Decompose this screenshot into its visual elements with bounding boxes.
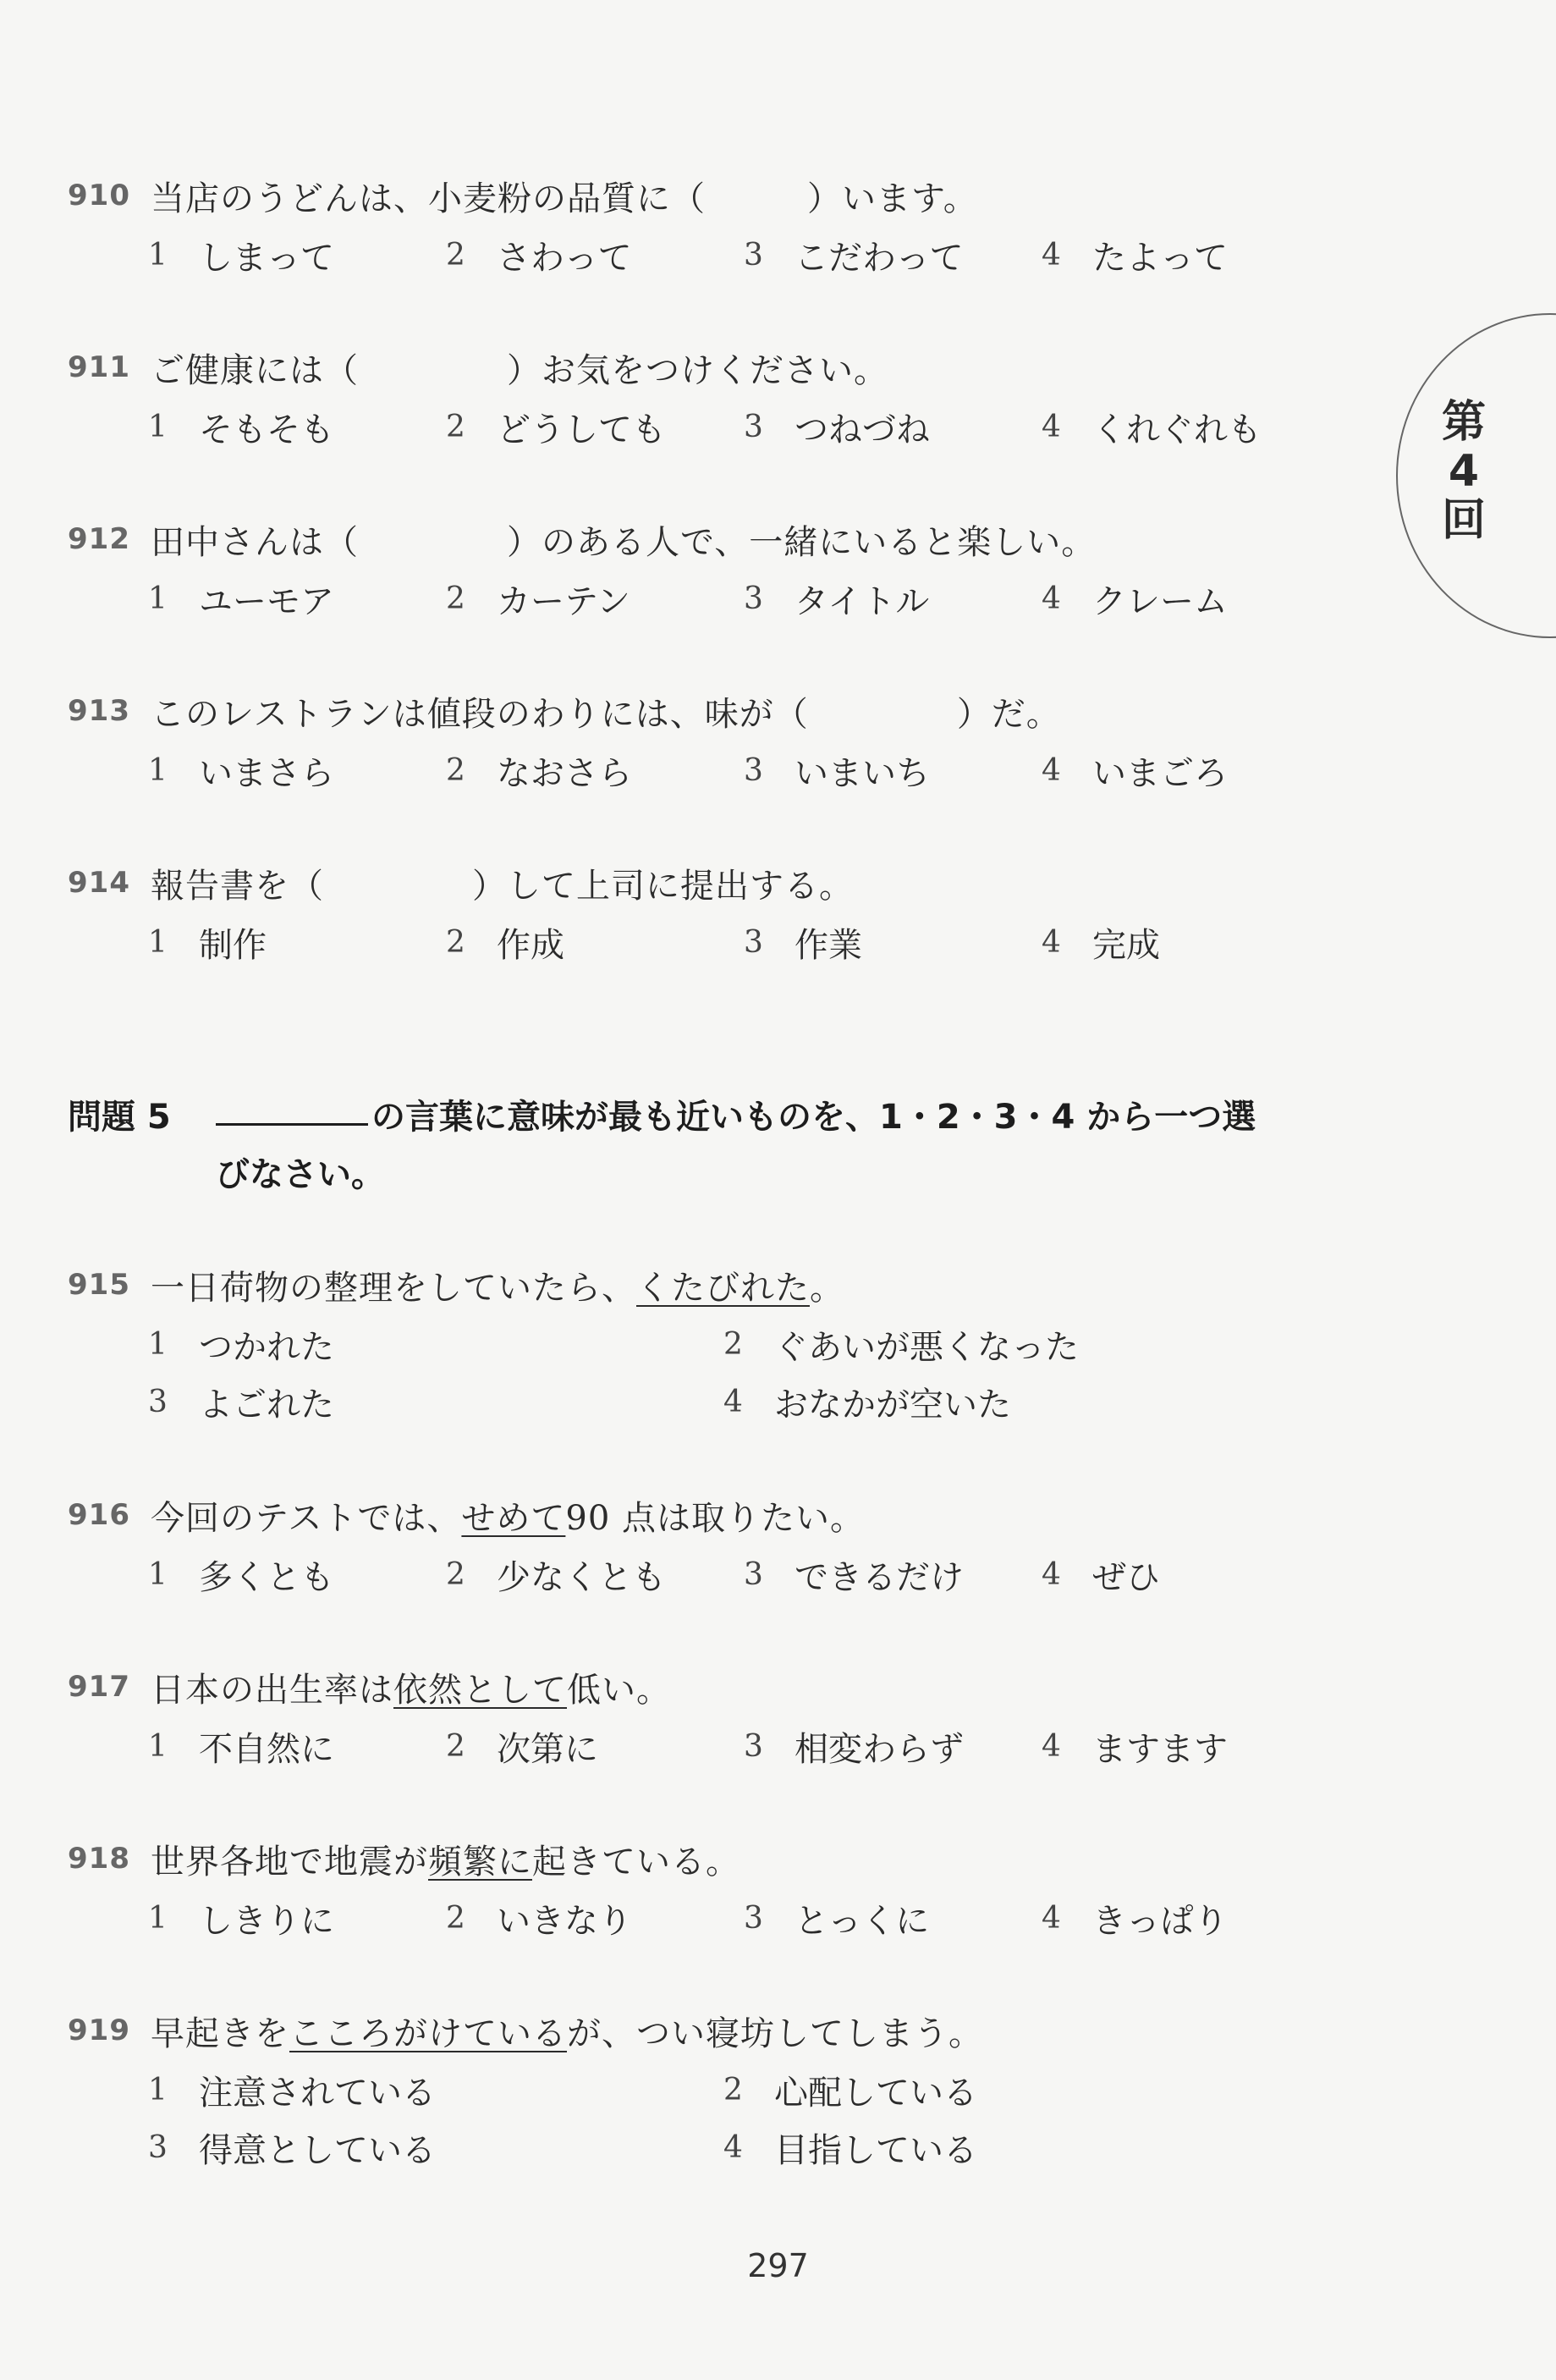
instruction-line-2: びなさい。 [216,1154,385,1194]
question-number: 918 [68,1842,130,1876]
option-4[interactable]: 4 きっぱり [1042,1900,1228,1941]
question-912 [68,509,1388,627]
option-3[interactable]: 3 できるだけ [744,1556,964,1597]
option-1[interactable]: 1 多くとも [148,1556,334,1597]
question-text-after: ）います。 [807,179,978,218]
question-915 [68,1254,1388,1430]
question-text-before: 日本の出生率は [151,1670,393,1710]
option-2[interactable]: 2 さわって [446,237,632,278]
question-text-after: が、つい寝坊してしまう。 [567,2014,983,2053]
question-text-before: 今回のテストでは、 [151,1498,462,1538]
option-3[interactable]: 3 いまいち [744,752,930,793]
question-text-before: ご健康には（ [151,350,359,390]
underlined-word: こころがけている [289,2014,567,2053]
question-917 [68,1656,1388,1775]
question-text-after: ）して上司に提出する。 [472,866,854,906]
question-910 [68,165,1388,284]
option-4[interactable]: 4 ぜひ [1042,1556,1160,1597]
underlined-word: 頻繁に [428,1842,532,1881]
question-text-after: ）お気をつけください。 [507,350,888,390]
option-2[interactable]: 2 なおさら [446,752,632,793]
underlined-word: くたびれた [636,1268,810,1308]
question-914 [68,852,1388,971]
option-3[interactable]: 3 こだわって [744,237,964,278]
option-4[interactable]: 4 くれぐれも [1042,409,1262,449]
options-row-2 [68,2118,1388,2176]
option-1[interactable]: 1 しきりに [148,1900,334,1941]
question-text-after: 。 [810,1268,844,1308]
options-row [68,398,1388,455]
question-text-after: 90 点は取りたい。 [565,1498,866,1538]
options-row-1 [68,1315,1388,1373]
options-row [68,913,1388,971]
option-1[interactable]: 1 注意されている [148,2072,436,2113]
option-1[interactable]: 1 いまさら [148,752,334,793]
question-text-after: ）だ。 [956,694,1061,734]
options-row [68,1889,1388,1947]
option-3[interactable]: 3 よごれた [148,1384,334,1424]
page-number: 297 [747,2247,809,2284]
option-2[interactable]: 2 カーテン [446,581,630,621]
option-4[interactable]: 4 完成 [1042,924,1160,965]
option-2[interactable]: 2 少なくとも [446,1556,666,1597]
option-1[interactable]: 1 つかれた [148,1326,334,1367]
question-number: 916 [68,1498,130,1532]
question-number: 911 [68,350,130,384]
option-1[interactable]: 1 ユーモア [148,581,334,621]
question-number: 912 [68,522,130,556]
option-3[interactable]: 3 作業 [744,924,862,965]
chapter-tab-label: 第 4 回 [1441,397,1486,546]
question-text-before: 当店のうどんは、小麦粉の品質に（ [151,179,706,218]
option-3[interactable]: 3 得意としている [148,2129,436,2170]
question-916 [68,1485,1388,1603]
options-row [68,741,1388,799]
option-4[interactable]: 4 クレーム [1042,581,1228,621]
option-2[interactable]: 2 いきなり [446,1900,632,1941]
instruction-line-1: の言葉に意味が最も近いものを、1・2・3・4 から一つ選 [371,1097,1256,1137]
section-5-instructions [68,1083,1388,1198]
options-row-2 [68,1373,1388,1430]
question-text-after: 低い。 [567,1670,671,1710]
underlined-word: せめて [461,1498,566,1538]
question-number: 914 [68,866,130,900]
options-row [68,1717,1388,1775]
question-number: 915 [68,1268,130,1302]
option-4[interactable]: 4 おなかが空いた [723,1384,1011,1424]
option-4[interactable]: 4 目指している [723,2129,977,2170]
options-row [68,570,1388,627]
question-919 [68,2000,1388,2176]
options-row [68,1545,1388,1603]
option-2[interactable]: 2 ぐあいが悪くなった [723,1326,1079,1367]
option-3[interactable]: 3 相変わらず [744,1728,964,1769]
option-2[interactable]: 2 どうしても [446,409,666,449]
question-text-before: 一日荷物の整理をしていたら、 [151,1268,636,1308]
question-text-before: 田中さんは（ [151,522,359,562]
option-4[interactable]: 4 いまごろ [1042,752,1228,793]
question-text-after: 起きている。 [532,1842,740,1881]
question-number: 919 [68,2014,130,2047]
option-1[interactable]: 1 不自然に [148,1728,334,1769]
option-2[interactable]: 2 心配している [723,2072,977,2113]
question-918 [68,1828,1388,1947]
option-1[interactable]: 1 制作 [148,924,267,965]
underlined-word: 依然として [393,1670,567,1710]
option-4[interactable]: 4 ますます [1042,1728,1228,1769]
question-text-before: 報告書を（ [151,866,324,906]
option-3[interactable]: 3 つねづね [744,409,930,449]
option-3[interactable]: 3 とっくに [744,1900,930,1941]
question-number: 913 [68,694,130,728]
option-2[interactable]: 2 次第に [446,1728,598,1769]
question-text-before: 早起きを [151,2014,289,2053]
question-text-after: ）のある人で、一緒にいると楽しい。 [507,522,1097,562]
question-text-before: このレストランは値段のわりには、味が（ [151,694,809,734]
option-1[interactable]: 1 そもそも [148,409,334,449]
option-4[interactable]: 4 たよって [1042,237,1228,278]
question-913 [68,680,1388,799]
option-2[interactable]: 2 作成 [446,924,564,965]
option-3[interactable]: 3 タイトル [744,581,930,621]
section-label: 問題 5 [68,1097,171,1137]
options-row-1 [68,2061,1388,2118]
option-1[interactable]: 1 しまって [148,237,334,278]
question-number: 917 [68,1670,130,1704]
question-number: 910 [68,179,130,212]
options-row [68,226,1388,284]
question-911 [68,337,1388,455]
question-text-before: 世界各地で地震が [151,1842,428,1881]
underline-blank [216,1103,368,1126]
